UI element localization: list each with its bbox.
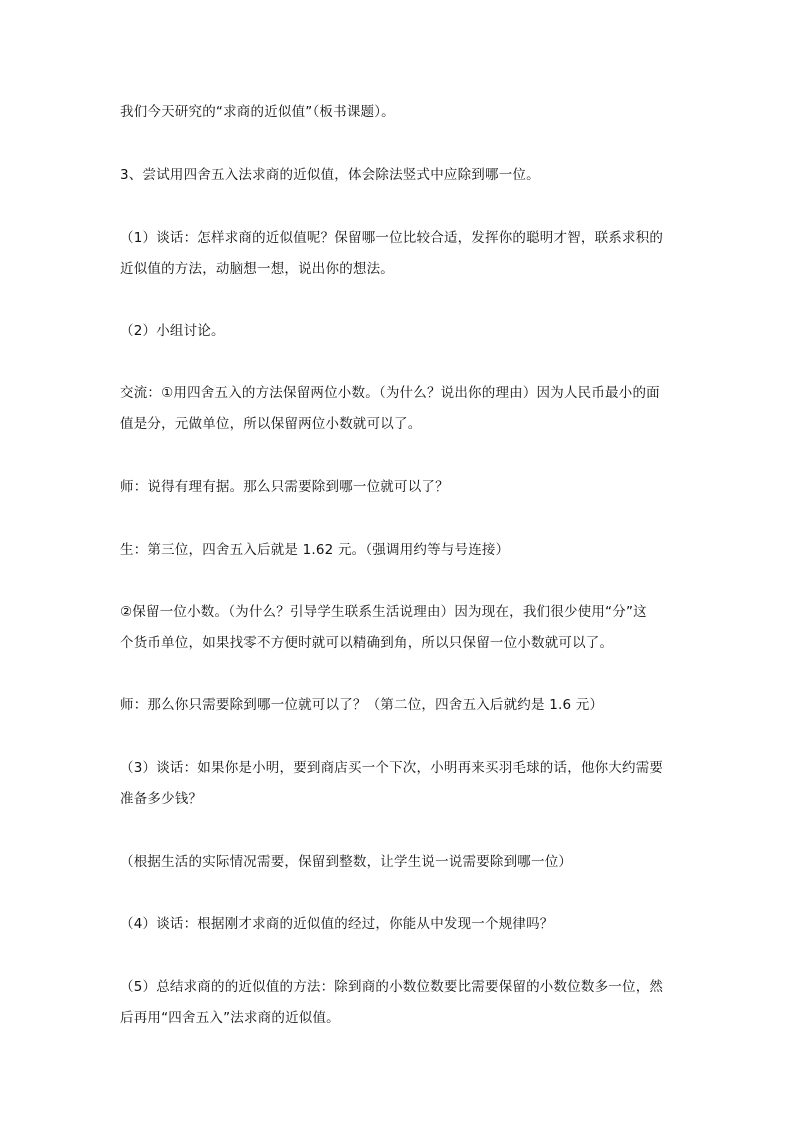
text-line: （4）谈话：根据刚才求商的近似值的经过，你能从中发现一个规律吗？ — [120, 916, 554, 932]
paragraph-group-discussion — [120, 316, 680, 347]
text-line: 生：第三位，四舍五入后就是 1.62 元。（强调用约等与号连接） — [120, 542, 510, 558]
paragraph-step-3 — [120, 160, 680, 191]
paragraph-summary — [120, 972, 680, 1034]
paragraph-topic — [120, 97, 680, 128]
text-line: 3、尝试用四舍五入法求商的近似值，体会除法竖式中应除到哪一位。 — [120, 167, 540, 183]
text-line: （根据生活的实际情况需要，保留到整数，让学生说一说需要除到哪一位） — [120, 854, 573, 870]
text-line: （2）小组讨论。 — [120, 323, 225, 339]
text-line: 师：那么你只需要除到哪一位就可以了？（第二位，四舍五入后就约是 1.6 元） — [120, 697, 604, 713]
paragraph-talk-1 — [120, 223, 680, 285]
text-line: 师：说得有理有据。那么只需要除到哪一位就可以了？ — [120, 479, 449, 495]
paragraph-student-1 — [120, 535, 680, 566]
paragraph-one-decimal — [120, 597, 680, 659]
text-line: 值是分，元做单位，所以保留两位小数就可以了。 — [120, 416, 422, 432]
text-line: 个货币单位，如果找零不方便时就可以精确到角，所以只保留一位小数就可以了。 — [120, 635, 614, 651]
text-line: （3）谈话：如果你是小明，要到商店买一个下次，小明再来买羽毛球的话，他你大约需要 — [120, 760, 664, 776]
paragraph-exchange — [120, 378, 680, 440]
text-line: 我们今天研究的“求商的近似值”（板书课题）。 — [120, 104, 395, 120]
text-line: （5）总结求商的的近似值的方法：除到商的小数位数要比需要保留的小数位数多一位，然 — [120, 979, 664, 995]
paragraph-integer-note — [120, 847, 680, 878]
paragraph-teacher-1 — [120, 472, 680, 503]
text-line: （1）谈话：怎样求商的近似值呢？保留哪一位比较合适，发挥你的聪明才智，联系求积的 — [120, 230, 664, 246]
text-line: 交流：①用四舍五入的方法保留两位小数。（为什么？说出你的理由）因为人民币最小的面 — [120, 385, 660, 401]
paragraph-talk-3 — [120, 753, 680, 815]
paragraph-talk-4 — [120, 909, 680, 940]
paragraph-teacher-2 — [120, 690, 680, 721]
text-line: 后再用“四舍五入”法求商的近似值。 — [120, 1010, 340, 1026]
text-line: 准备多少钱？ — [120, 791, 203, 807]
text-line: ②保留一位小数。（为什么？引导学生联系生活说理由）因为现在，我们很少使用“分”这 — [120, 604, 647, 620]
text-line: 近似值的方法，动脑想一想，说出你的想法。 — [120, 261, 394, 277]
